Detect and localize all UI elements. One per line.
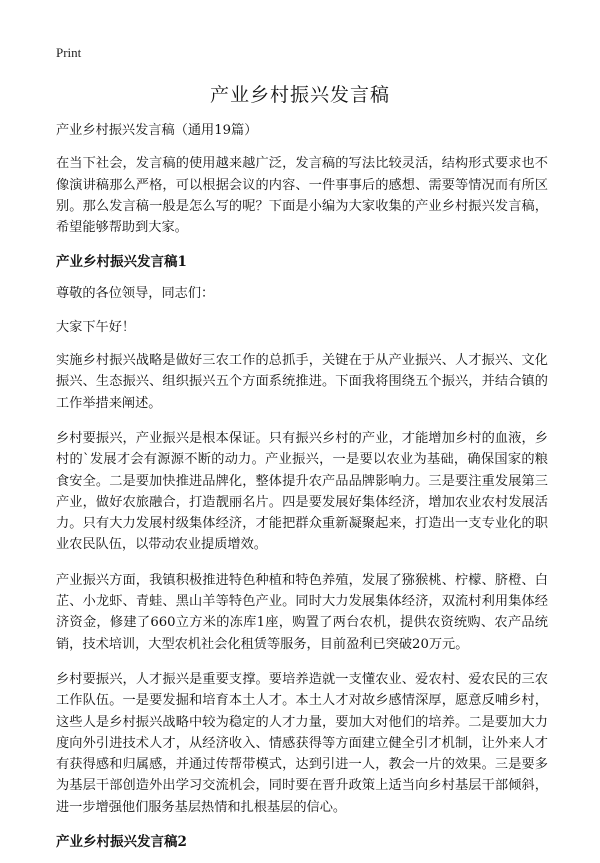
intro-paragraph: 在当下社会，发言稿的使用越来越广泛，发言稿的写法比较灵活，结构形式要求也不像演讲稿那么严格，可以根据会议的内容、一件事事后的感想、需要等情况而有所区别。那么发言稿一般是怎么写的呢？下面是小编为大家收集的产业乡村振兴发言稿，希望能够帮助到大家。 [56, 156, 548, 236]
greeting-line: 尊敬的各位领导，同志们： [56, 286, 215, 302]
body-paragraph: 乡村要振兴，产业振兴是根本保证。只有振兴乡村的产业，才能增加乡村的血液，乡村的`发展才会有源源不断的动力。产业振兴，一是要以农业为基础，确保国家的粮食安全。二是要加快推进品牌化，整体提升农产品品牌影响力。三是要注重发展第三产业，做好农旅融合，打造靓丽名片。四是要发展好集体经济，增加农业农村发展活力。只有大力发展村级集体经济，才能把群众重新凝聚起来，打造出一支专业化的职业农民队伍，以带动农业提质增效。 [56, 430, 548, 553]
print-link[interactable]: Print [56, 45, 82, 60]
section-heading-1: 产业乡村振兴发言稿1 [56, 254, 187, 271]
article-body [56, 120, 548, 863]
body-paragraph: 实施乡村振兴战略是做好三农工作的总抓手，关键在于从产业振兴、人才振兴、文化振兴、生态振兴、组织振兴五个方面系统推进。下面我将围绕五个振兴，并结合镇的工作举措来阐述。 [56, 353, 548, 411]
body-paragraph: 产业振兴方面，我镇积极推进特色种植和特色养殖，发展了猕猴桃、柠檬、脐橙、白芷、小龙虾、青蛙、黑山羊等特色产业。同时大力发展集体经济，双流村利用集体经济资金，修建了660立方米的冻库1座，购置了两台农机，提供农资统购、农产品统销，技术培训，大型农机社会化租赁等服务，目前盈利已突破20万元。 [56, 572, 548, 652]
body-paragraph: 乡村要振兴，人才振兴是重要支撑。要培养造就一支懂农业、爱农村、爱农民的三农工作队伍。一是要发掘和培育本土人才。本土人才对故乡感情深厚，愿意反哺乡村，这些人是乡村振兴战略中较为稳定的人才力量，要加大对他们的培养。二是要加大力度向外引进技术人才，从经济收入、情感获得等方面建立健全引才机制，让外来人才有获得感和归属感，并通过传帮带模式，达到引进一人，教会一片的效果。三是要多为基层干部创造外出学习交流机会，同时要在晋升政策上适当向乡村基层干部倾斜，进一步增强他们服务基层热情和扎根基层的信心。 [56, 671, 548, 815]
page-title: 产业乡村振兴发言稿 [209, 84, 390, 106]
section-heading-2: 产业乡村振兴发言稿2 [56, 834, 187, 851]
greeting-line: 大家下午好！ [56, 319, 136, 335]
article-subtitle: 产业乡村振兴发言稿（通用19篇） [56, 123, 258, 138]
